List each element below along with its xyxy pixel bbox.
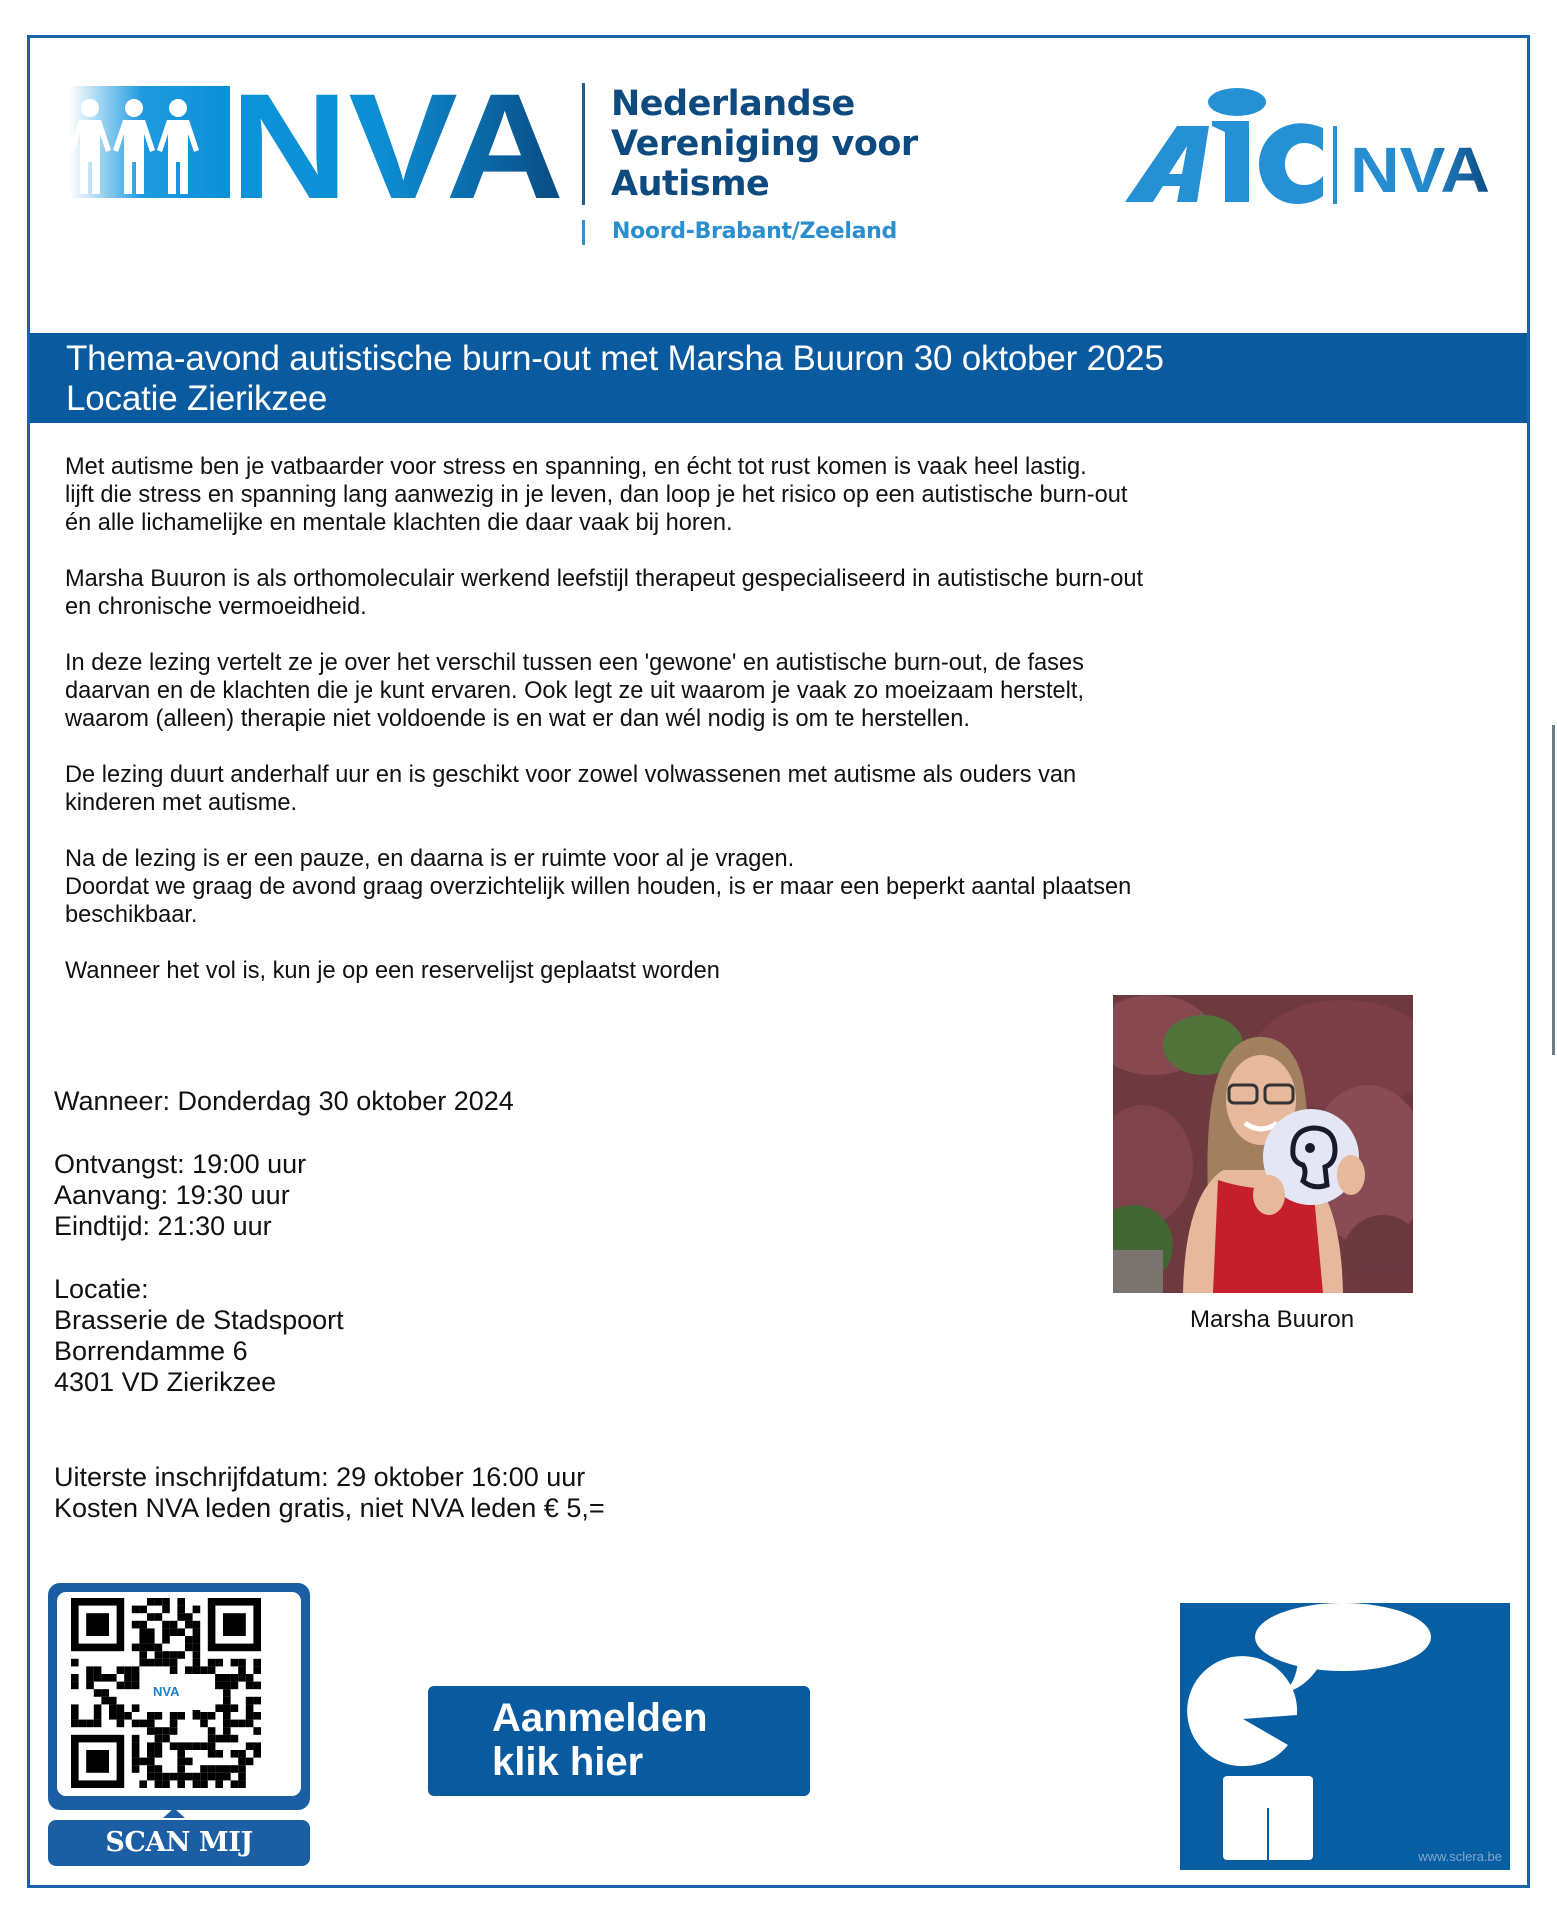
reception-time: Ontvangst: 19:00 uur	[54, 1149, 307, 1179]
event-date: Wanneer: Donderdag 30 oktober 2024	[54, 1086, 514, 1116]
description-paragraph	[65, 845, 1465, 929]
aic-wordmark: NVA	[1350, 134, 1490, 206]
venue-name: Brasserie de Stadspoort	[54, 1305, 344, 1335]
event-title: Thema-avond autistische burn-out met Marsha Buuron 30 oktober 2025	[66, 339, 1164, 378]
org-name-line: Autisme	[611, 164, 770, 204]
speaker-photo	[1113, 995, 1413, 1293]
person-speaking-icon	[1180, 1603, 1510, 1870]
text-line: Met autisme ben je vatbaarder voor stress en spanning, en écht tot rust komen is vaak heel lastig.	[65, 454, 1087, 480]
logo-divider-small	[582, 220, 585, 245]
event-location-title: Locatie Zierikzee	[66, 379, 328, 418]
event-details	[54, 1086, 605, 1524]
text-line: en chronische vermoeidheid.	[65, 594, 367, 620]
text-line: én alle lichamelijke en mentale klachten die daar vaak bij horen.	[65, 510, 733, 536]
edge-artifact	[1552, 725, 1555, 1055]
text-line: beschikbaar.	[65, 902, 198, 928]
qr-code-card[interactable]	[48, 1583, 310, 1810]
text-line: Na de lezing is er een pauze, en daarna is er ruimte voor al je vragen.	[65, 846, 795, 872]
start-time: Aanvang: 19:30 uur	[54, 1180, 290, 1210]
logo-divider	[582, 83, 585, 205]
speaker-caption: Marsha Buuron	[1189, 1306, 1355, 1333]
venue-city: 4301 VD Zierikzee	[54, 1367, 277, 1397]
org-region: Noord-Brabant/Zeeland	[612, 219, 897, 244]
text-line: In deze lezing vertelt ze je over het verschil tussen een 'gewone' en autistische burn-out, de fases	[65, 650, 1084, 676]
title-banner	[30, 333, 1527, 423]
aic-divider	[1333, 126, 1337, 204]
nva-logo	[70, 86, 570, 204]
description-paragraph	[65, 565, 1465, 621]
qr-center-logo: NVA	[153, 1684, 180, 1699]
aic-nva-logo	[1125, 88, 1515, 210]
event-description	[65, 453, 1465, 1013]
text-line: Wanneer het vol is, kun je op een reservelijst geplaatst worden	[65, 958, 720, 984]
nva-wordmark: NVA	[230, 86, 564, 204]
register-button-line2: klik hier	[492, 1740, 644, 1784]
text-line: daarvan en de klachten die je kunt ervaren. Ook legt ze uit waarom je vaak zo moeizaam herstelt,	[65, 678, 1085, 704]
end-time: Eindtijd: 21:30 uur	[54, 1211, 272, 1241]
description-paragraph	[65, 649, 1465, 733]
description-paragraph	[65, 453, 1465, 537]
qr-code[interactable]	[57, 1592, 301, 1796]
text-line: kinderen met autisme.	[65, 790, 298, 816]
text-line: Marsha Buuron is als orthomoleculair werkend leefstijl therapeut gespecialiseerd in autistische burn-out	[65, 566, 1144, 592]
text-line: Doordat we graag de avond graag overzichtelijk willen houden, is er maar een beperkt aantal plaatsen	[65, 874, 1132, 900]
org-name	[611, 84, 918, 204]
text-line: De lezing duurt anderhalf uur en is geschikt voor zowel volwassenen met autisme als ouders van	[65, 762, 1077, 788]
org-name-line: Vereniging voor	[611, 124, 918, 164]
aic-mark	[1125, 88, 1323, 204]
register-button-line1: Aanmelden	[492, 1696, 708, 1740]
register-button[interactable]	[428, 1686, 810, 1796]
speaking-pictogram	[1180, 1603, 1510, 1870]
description-paragraph	[65, 957, 1465, 985]
text-line: waarom (alleen) therapie niet voldoende is en wat er dan wél nodig is om te herstellen.	[65, 706, 970, 732]
qr-pointer	[163, 1808, 185, 1818]
venue-street: Borrendamme 6	[54, 1336, 248, 1366]
location-label: Locatie:	[54, 1274, 149, 1304]
description-paragraph	[65, 761, 1465, 817]
scan-me-label: SCAN MIJ	[48, 1820, 310, 1866]
pictogram-credit: www.sclera.be	[1418, 1849, 1502, 1864]
text-line: lijft die stress en spanning lang aanwezig in je leven, dan loop je het risico op een autistische burn-out	[65, 482, 1128, 508]
registration-deadline: Uiterste inschrijfdatum: 29 oktober 16:00 uur	[54, 1462, 586, 1492]
event-costs: Kosten NVA leden gratis, niet NVA leden € 5,=	[54, 1493, 605, 1523]
org-name-line: Nederlandse	[611, 84, 855, 124]
